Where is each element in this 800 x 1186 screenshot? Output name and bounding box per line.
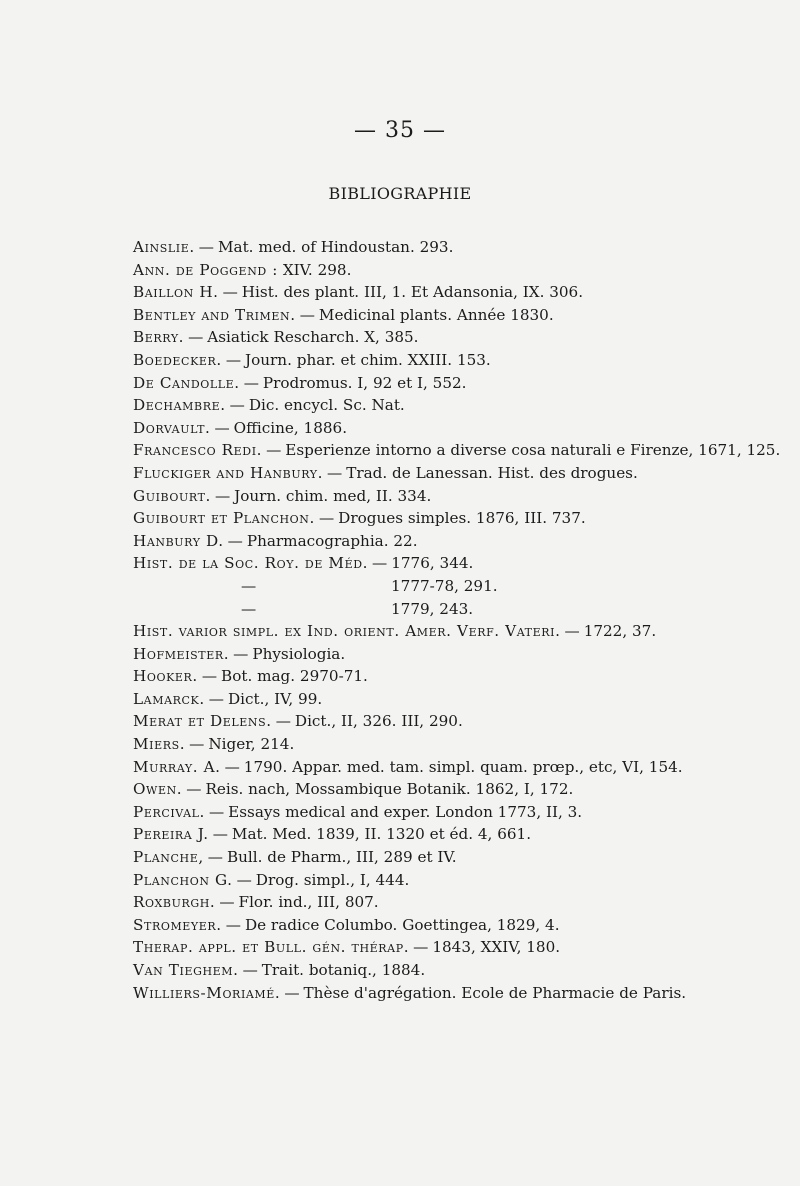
bibliography-entry: [133, 598, 783, 621]
bibliography-entry: [133, 530, 783, 553]
entry-separator: —: [225, 915, 241, 934]
bibliography-entry: [133, 688, 783, 711]
bibliography-entry: [133, 846, 783, 869]
ditto-mark: —: [241, 599, 257, 618]
bibliography-entry: [133, 869, 783, 892]
entry-author: Planchon G.: [133, 870, 233, 889]
entry-separator: —: [224, 757, 240, 776]
entry-reference: Trait. botaniq., 1884.: [261, 961, 426, 979]
entry-separator: —: [372, 554, 388, 573]
bibliography-entry: [133, 281, 783, 304]
entry-author: Hist. varior simpl. ex Ind. orient. Amer. Verf. Vateri.: [133, 622, 561, 641]
entry-reference: Prodromus. I, 92 et I, 552.: [262, 373, 467, 392]
entry-reference: Dict., II, 326. III, 290.: [294, 712, 463, 731]
bibliography-entry: [133, 620, 783, 643]
entry-author: Dorvault.: [133, 418, 211, 437]
entry-author: Williers-Moriamé.: [133, 983, 281, 1002]
entry-reference: Reis. nach, Mossambique Botanik. 1862, I, 172.: [205, 780, 574, 799]
bibliography-entry: [133, 575, 783, 598]
entry-reference: Essays medical and exper. London 1773, II, 3.: [228, 802, 583, 821]
entry-separator: —: [207, 848, 223, 867]
page-number: — 35 —: [354, 118, 446, 143]
entry-separator: —: [186, 780, 202, 799]
entry-separator: —: [208, 802, 225, 821]
entry-reference: 1843, XXIV, 180.: [432, 938, 561, 957]
bibliography-entry: [133, 643, 783, 666]
entry-separator: —: [233, 644, 249, 663]
entry-author: Van Tieghem.: [133, 961, 239, 979]
bibliography-entry: [133, 823, 783, 846]
entry-reference: Pharmacographia. 22.: [246, 531, 418, 550]
entry-separator: —: [201, 667, 218, 686]
entry-reference: 1776, 344.: [391, 554, 474, 573]
bibliography-entry: [133, 507, 783, 530]
entry-author: Miers.: [133, 735, 186, 754]
entry-separator: —: [242, 961, 258, 979]
bibliography-entry: [133, 982, 783, 1005]
entry-author: Pereira J.: [133, 825, 209, 844]
entry-reference: Mat. Med. 1839, II. 1320 et éd. 4, 661.: [231, 825, 532, 844]
entry-separator: —: [227, 531, 243, 550]
entry-author: Percival.: [133, 802, 205, 821]
bibliography-entry: [133, 710, 783, 733]
bibliography-entry: [133, 485, 783, 508]
ditto-mark: —: [241, 576, 257, 595]
entry-author: Owen.: [133, 780, 183, 799]
entry-author: Murray. A.: [133, 757, 221, 776]
entry-author: Therap. appl. et Bull. gén. thérap.: [133, 938, 410, 957]
entry-separator: —: [275, 712, 291, 731]
entry-reference: Trad. de Lanessan. Hist. des drogues.: [346, 463, 638, 482]
bibliography-entry: [133, 891, 783, 914]
entry-separator: —: [225, 350, 242, 369]
entry-author: Dechambre.: [133, 396, 226, 415]
entry-reference: Mat. med. of Hindoustan. 293.: [217, 238, 454, 256]
bibliography-entry: [133, 959, 783, 982]
entry-author: Merat et Delens.: [133, 712, 272, 731]
bibliography-entry: [133, 394, 783, 417]
entry-reference: 1722, 37.: [583, 622, 657, 641]
entry-reference: Medicinal plants. Année 1830.: [318, 305, 554, 324]
entry-reference: Drogues simples. 1876, III. 737.: [338, 509, 586, 528]
entry-reference: Niger, 214.: [208, 735, 295, 754]
entry-separator: —: [284, 983, 300, 1002]
entry-author: Guibourt.: [133, 486, 211, 505]
bibliography-entry: [133, 372, 783, 395]
entry-reference: Officine, 1886.: [233, 418, 348, 437]
bibliography-entry: [133, 778, 783, 801]
bibliography-entry: [133, 259, 783, 282]
entry-reference: Bot. mag. 2970-71.: [221, 667, 368, 686]
bibliography-entry: [133, 756, 783, 779]
entry-reference: 1777-78, 291.: [391, 576, 498, 595]
entry-separator: —: [413, 938, 429, 957]
entry-separator: —: [229, 396, 245, 415]
entry-separator: —: [222, 283, 238, 302]
entry-author: Francesco Redi.: [133, 441, 263, 460]
entry-reference: Physiologia.: [252, 644, 346, 663]
bibliography-entry: [133, 914, 783, 937]
entry-separator: —: [243, 373, 259, 392]
entry-author: Baillon H.: [133, 283, 219, 302]
entry-author: Fluckiger and Hanbury.: [133, 463, 324, 482]
entry-separator: —: [564, 622, 580, 641]
entry-separator: —: [236, 870, 252, 889]
bibliography-list: [133, 236, 783, 1004]
entry-separator: —: [214, 418, 230, 437]
entry-reference: Esperienze intorno a diverse cosa naturali e Firenze, 1671, 125.: [285, 441, 781, 460]
entry-author: Boedecker.: [133, 350, 222, 369]
entry-author: Roxburgh.: [133, 893, 216, 912]
bibliography-entry: [133, 349, 783, 372]
entry-reference: 1790. Appar. med. tam. simpl. quam. prœp., etc, VI, 154.: [243, 757, 683, 776]
entry-author: Hofmeister.: [133, 644, 230, 663]
entry-reference: Flor. ind., III, 807.: [238, 893, 379, 912]
entry-reference: Bull. de Pharm., III, 289 et IV.: [226, 848, 457, 867]
entry-separator: —: [299, 305, 315, 324]
entry-reference: Dic. encycl. Sc. Nat.: [248, 396, 405, 415]
entry-separator: —: [189, 735, 205, 754]
entry-author: Hooker.: [133, 667, 198, 686]
bibliography-entry: [133, 462, 783, 485]
entry-separator: —: [198, 238, 214, 256]
entry-separator: —: [188, 328, 204, 347]
entry-separator: —: [266, 441, 282, 460]
entry-author: De Candolle.: [133, 373, 240, 392]
entry-separator: —: [219, 893, 235, 912]
bibliography-entry: [133, 665, 783, 688]
entry-separator: —: [208, 689, 224, 708]
entry-author: Guibourt et Planchon.: [133, 509, 315, 528]
entry-author: Ainslie.: [133, 238, 195, 256]
entry-reference: De radice Columbo. Goettingea, 1829, 4.: [244, 915, 560, 934]
entry-author: Lamarck.: [133, 689, 205, 708]
entry-reference: Hist. des plant. III, 1. Et Adansonia, IX. 306.: [241, 283, 584, 302]
bibliography-entry: [133, 326, 783, 349]
entry-reference: Drog. simpl., I, 444.: [255, 870, 410, 889]
bibliography-entry: [133, 236, 783, 259]
bibliography-entry: [133, 417, 783, 440]
entry-author: Bentley and Trimen.: [133, 305, 296, 324]
entry-separator: —: [327, 463, 343, 482]
bibliography-entry: [133, 439, 783, 462]
bibliography-entry: [133, 304, 783, 327]
bibliography-entry: [133, 552, 783, 575]
entry-reference: Dict., IV, 99.: [227, 689, 323, 708]
entry-author: Berry.: [133, 328, 185, 347]
entry-author: Stromeyer.: [133, 915, 222, 934]
entry-reference: Journ. phar. et chim. XXIII. 153.: [245, 350, 491, 369]
entry-reference: Journ. chim. med, II. 334.: [234, 486, 432, 505]
bibliography-entry: [133, 733, 783, 756]
entry-author: Ann. de Poggend :: [133, 260, 278, 279]
entry-reference: Thèse d'agrégation. Ecole de Pharmacie de Paris.: [303, 983, 687, 1002]
entry-reference: 1779, 243.: [391, 599, 474, 618]
entry-separator: —: [214, 486, 231, 505]
entry-author: Hanbury D.: [133, 531, 224, 550]
bibliography-entry: [133, 936, 783, 959]
page-title: BIBLIOGRAPHIE: [328, 184, 472, 203]
entry-author: Planche,: [133, 848, 204, 867]
entry-reference: XIV. 298.: [282, 260, 352, 279]
entry-separator: —: [212, 825, 228, 844]
entry-separator: —: [318, 509, 335, 528]
entry-author: Hist. de la Soc. Roy. de Méd.: [133, 554, 369, 573]
entry-reference: Asiatick Rescharch. X, 385.: [207, 328, 419, 347]
bibliography-entry: [133, 801, 783, 824]
